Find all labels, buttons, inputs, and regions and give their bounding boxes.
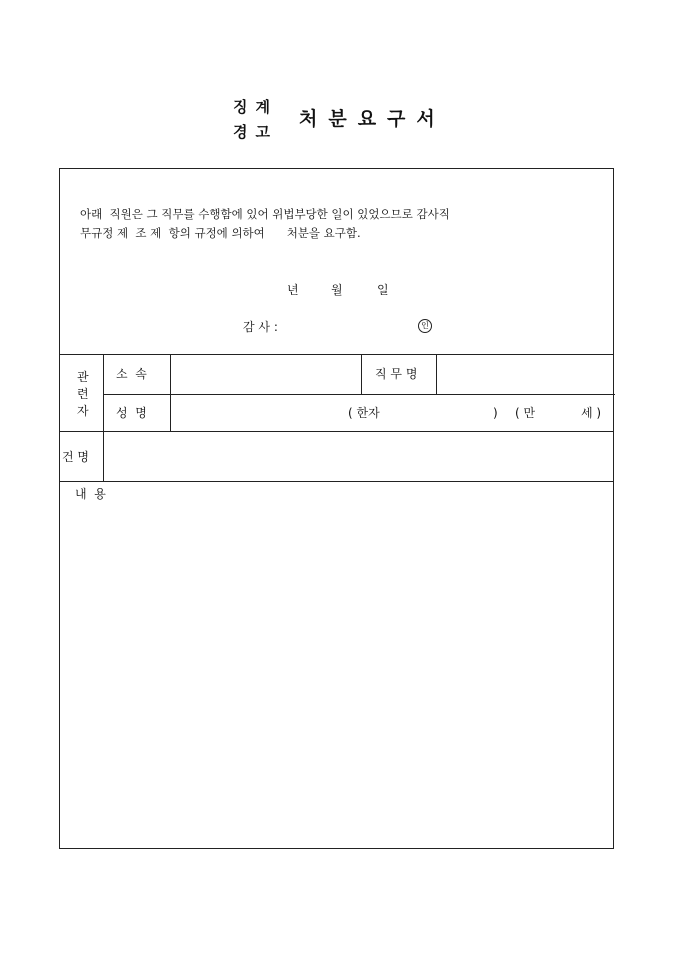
disciplinary-kind-bottom: 경고	[233, 123, 278, 141]
case-name-label: 건 명	[62, 450, 89, 464]
hanja-label: ( 한자	[348, 406, 380, 420]
name-label: 성 명	[116, 406, 147, 420]
content-label: 내 용	[75, 487, 106, 501]
request-statement-line1: 아래 직원은 그 직무를 수행함에 있어 위법부당한 일이 있었으므로 감사직	[80, 207, 450, 221]
document-title: 처분요구서	[299, 108, 446, 130]
disciplinary-kind-top: 징계	[233, 98, 278, 116]
age-close: 세 )	[581, 406, 602, 420]
hanja-close: )	[493, 406, 498, 420]
document-title-block	[0, 92, 680, 142]
affiliation-field[interactable]	[171, 355, 360, 393]
affiliation-label: 소 속	[116, 367, 147, 381]
seal-mark-icon: 인	[418, 319, 432, 333]
related-person-label: 관 련 자	[77, 370, 89, 418]
age-label: ( 만	[515, 406, 536, 420]
request-statement-line2: 무규정 제 조 제 항의 규정에 의하여 처분을 요구함.	[80, 226, 361, 240]
divider-case-bottom	[60, 481, 613, 482]
date-year-label: 년	[287, 283, 299, 297]
duty-name-field[interactable]	[437, 355, 614, 393]
duty-name-label: 직 무 명	[375, 367, 418, 381]
name-field[interactable]	[171, 395, 614, 430]
content-field[interactable]	[61, 505, 614, 847]
case-name-field[interactable]	[104, 432, 614, 480]
date-day-label: 일	[377, 283, 389, 297]
date-month-label: 월	[331, 283, 343, 297]
request-form	[59, 168, 614, 849]
divider-duty-left	[361, 354, 362, 394]
auditor-label: 감 사 :	[243, 320, 278, 334]
